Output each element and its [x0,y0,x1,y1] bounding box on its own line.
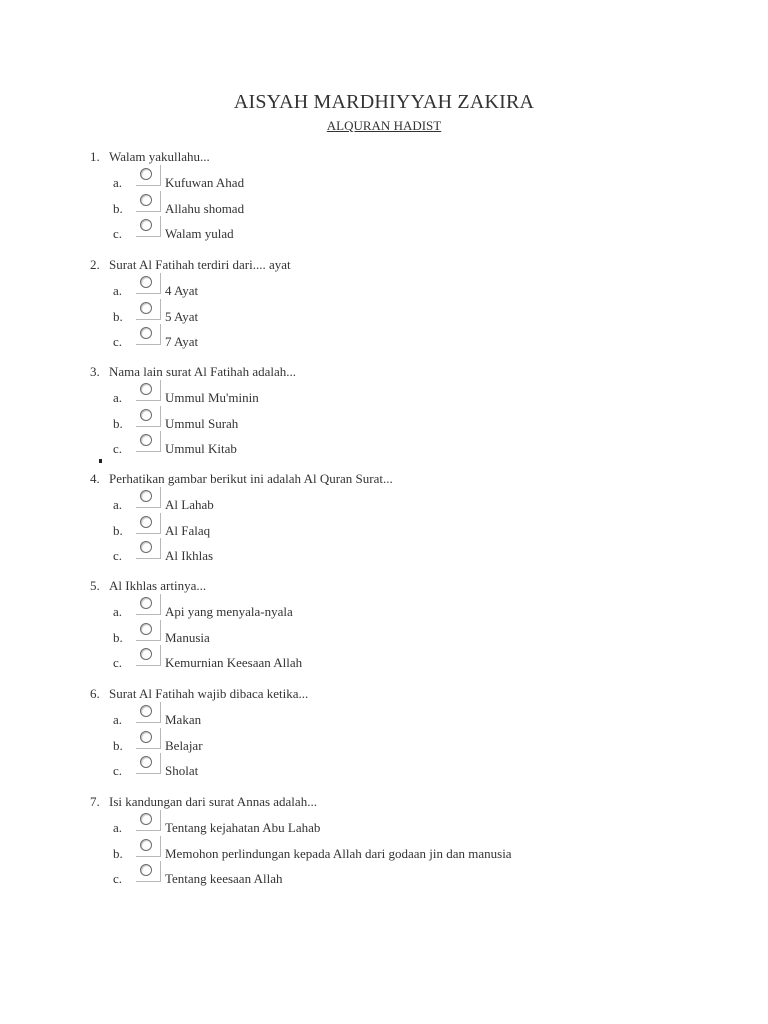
option-letter: a. [113,390,123,405]
question-text: Perhatikan gambar berikut ini adalah Al Quran Surat... [109,471,393,486]
option-7c[interactable] [113,869,753,891]
radio-button-icon[interactable] [140,434,152,446]
radio-button-icon[interactable] [140,409,152,421]
option-label: 5 Ayat [165,309,199,324]
document-title: AISYAH MARDHIYYAH ZAKIRA [233,91,535,113]
option-letter: b. [113,416,123,431]
option-letter: c. [113,763,123,778]
question-heading [90,257,291,273]
radio-button-icon[interactable] [140,623,152,635]
option-letter: c. [113,334,123,349]
option-letter: b. [113,630,123,645]
option-letter: a. [113,497,123,512]
option-6b[interactable] [113,736,753,758]
radio-box[interactable] [136,645,161,666]
radio-button-icon[interactable] [140,302,152,314]
radio-box[interactable] [136,702,161,723]
question-text: Surat Al Fatihah terdiri dari.... ayat [109,257,291,272]
option-6a[interactable] [113,710,753,732]
option-label: Ummul Mu'minin [165,390,259,405]
option-label: Al Ikhlas [165,548,214,563]
option-label: Allahu shomad [165,201,245,216]
radio-box[interactable] [136,836,161,857]
option-label: Api yang menyala-nyala [165,604,293,619]
option-5a[interactable] [113,602,753,624]
option-3a[interactable] [113,388,753,410]
option-label: Kufuwan Ahad [165,175,245,190]
option-4c[interactable] [113,546,753,568]
question-number: 6. [90,686,100,701]
option-letter: c. [113,655,123,670]
question-heading [90,794,317,810]
option-letter: b. [113,523,123,538]
option-label: Ummul Kitab [165,441,237,456]
question-number: 1. [90,149,100,164]
option-3b[interactable] [113,414,753,436]
radio-button-icon[interactable] [140,648,152,660]
radio-button-icon[interactable] [140,168,152,180]
radio-box[interactable] [136,324,161,345]
option-1b[interactable] [113,199,753,221]
radio-button-icon[interactable] [140,194,152,206]
radio-button-icon[interactable] [140,597,152,609]
radio-box[interactable] [136,513,161,534]
radio-box[interactable] [136,406,161,427]
question-5 [90,578,750,678]
option-label: Makan [165,712,202,727]
radio-button-icon[interactable] [140,516,152,528]
radio-button-icon[interactable] [140,383,152,395]
radio-button-icon[interactable] [140,839,152,851]
option-label: Ummul Surah [165,416,239,431]
question-heading [90,471,393,487]
radio-box[interactable] [136,487,161,508]
option-label: Al Lahab [165,497,214,512]
question-text: Isi kandungan dari surat Annas adalah... [109,794,317,809]
radio-button-icon[interactable] [140,813,152,825]
question-7 [90,794,750,894]
option-label: Kemurnian Keesaan Allah [165,655,303,670]
option-label: Sholat [165,763,199,778]
option-label: Walam yulad [165,226,234,241]
question-heading [90,578,206,594]
option-letter: a. [113,283,123,298]
question-6 [90,686,750,786]
option-letter: a. [113,712,123,727]
option-label: Belajar [165,738,203,753]
option-letter: b. [113,201,123,216]
radio-button-icon[interactable] [140,327,152,339]
document-subtitle: ALQURAN HADIST [326,118,442,133]
question-number: 7. [90,794,100,809]
option-2b[interactable] [113,307,753,329]
option-5b[interactable] [113,628,753,650]
option-letter: c. [113,226,123,241]
option-1a[interactable] [113,173,753,195]
option-7b[interactable] [113,844,753,866]
option-7a[interactable] [113,818,753,840]
radio-button-icon[interactable] [140,490,152,502]
option-letter: a. [113,820,123,835]
question-4 [90,471,750,571]
option-letter: c. [113,441,123,456]
option-2a[interactable] [113,281,753,303]
radio-box[interactable] [136,538,161,559]
bullet-mark [99,459,102,463]
radio-button-icon[interactable] [140,731,152,743]
option-letter: b. [113,846,123,861]
option-letter: c. [113,871,123,886]
radio-box[interactable] [136,594,161,615]
question-text: Surat Al Fatihah wajib dibaca ketika... [109,686,309,701]
question-3 [90,364,750,464]
option-letter: a. [113,175,123,190]
radio-box[interactable] [136,810,161,831]
radio-box[interactable] [136,728,161,749]
option-2c[interactable] [113,332,753,354]
radio-button-icon[interactable] [140,705,152,717]
radio-box[interactable] [136,299,161,320]
radio-button-icon[interactable] [140,756,152,768]
option-label: Memohon perlindungan kepada Allah dari godaan jin dan manusia [165,846,512,861]
question-text: Al Ikhlas artinya... [109,578,207,593]
radio-box[interactable] [136,216,161,237]
option-letter: c. [113,548,123,563]
question-number: 5. [90,578,100,593]
radio-box[interactable] [136,431,161,452]
question-number: 4. [90,471,100,486]
option-4a[interactable] [113,495,753,517]
radio-box[interactable] [136,273,161,294]
option-letter: b. [113,309,123,324]
radio-box[interactable] [136,753,161,774]
option-1c[interactable] [113,224,753,246]
question-text: Nama lain surat Al Fatihah adalah... [109,364,297,379]
radio-box[interactable] [136,380,161,401]
question-heading [90,686,308,702]
question-text: Walam yakullahu... [109,149,210,164]
question-number: 2. [90,257,100,272]
radio-button-icon[interactable] [140,276,152,288]
question-1 [90,149,750,249]
option-letter: b. [113,738,123,753]
option-6c[interactable] [113,761,753,783]
option-label: 4 Ayat [165,283,199,298]
radio-box[interactable] [136,165,161,186]
radio-box[interactable] [136,861,161,882]
question-number: 3. [90,364,100,379]
option-4b[interactable] [113,521,753,543]
question-heading [90,149,210,165]
option-label: Tentang keesaan Allah [165,871,283,886]
option-3c[interactable] [113,439,753,461]
radio-box[interactable] [136,191,161,212]
question-2 [90,257,750,357]
option-label: Manusia [165,630,210,645]
option-5c[interactable] [113,653,753,675]
option-label: Al Falaq [165,523,211,538]
radio-button-icon[interactable] [140,219,152,231]
option-label: 7 Ayat [165,334,199,349]
question-heading [90,364,296,380]
option-label: Tentang kejahatan Abu Lahab [165,820,321,835]
radio-box[interactable] [136,620,161,641]
radio-button-icon[interactable] [140,541,152,553]
radio-button-icon[interactable] [140,864,152,876]
option-letter: a. [113,604,123,619]
